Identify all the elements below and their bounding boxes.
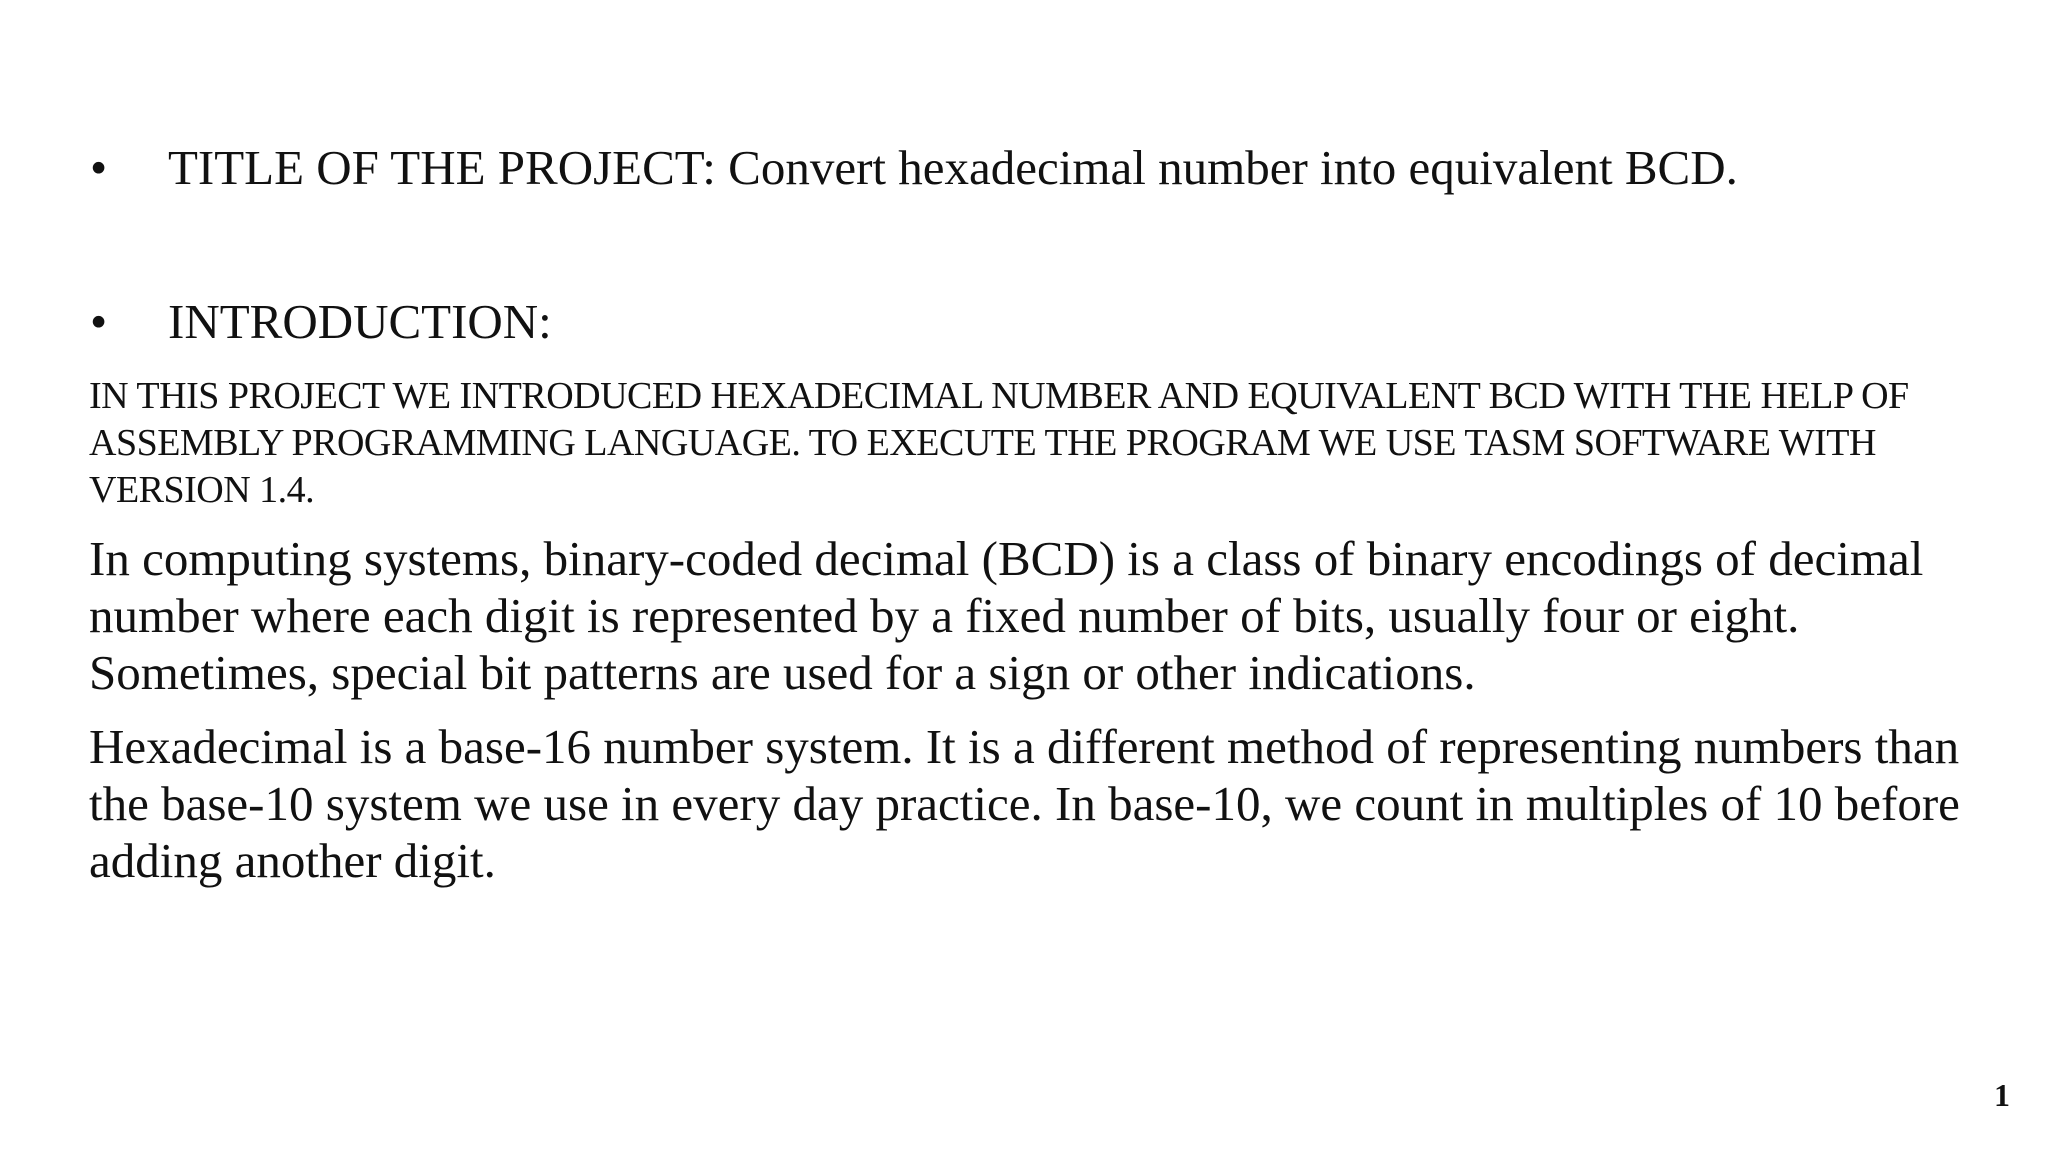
title-bullet-item [90, 140, 1738, 196]
bcd-definition-paragraph: In computing systems, binary-coded decimal (BCD) is a class of binary encodings of decimal number where each digit is represented by a fixed number of bits, usually four or eight. Sometimes, special bit patterns are used for a sign or other indications. [89, 531, 1924, 700]
introduction-bullet-item [90, 294, 552, 350]
hexadecimal-definition-paragraph: Hexadecimal is a base-16 number system. It is a different method of representing numbers than the base-10 system we use in every day practice. In base-10, we count in multiples of 10 before adding another digit. [89, 719, 1960, 888]
project-title: TITLE OF THE PROJECT: Convert hexadecimal number into equivalent BCD. [168, 140, 1738, 195]
bullet-marker: • [90, 294, 108, 349]
intro-caps-paragraph: IN THIS PROJECT WE INTRODUCED HEXADECIMAL NUMBER AND EQUIVALENT BCD WITH THE HELP OF ASSEMBLY PROGRAMMING LANGUAGE. TO EXECUTE THE PROGRAM WE USE TASM SOFTWARE WITH VERSION 1.4. [89, 375, 1909, 511]
page-number: 1 [1994, 1077, 2010, 1113]
bullet-marker: • [90, 140, 108, 195]
introduction-heading: INTRODUCTION: [168, 294, 552, 349]
